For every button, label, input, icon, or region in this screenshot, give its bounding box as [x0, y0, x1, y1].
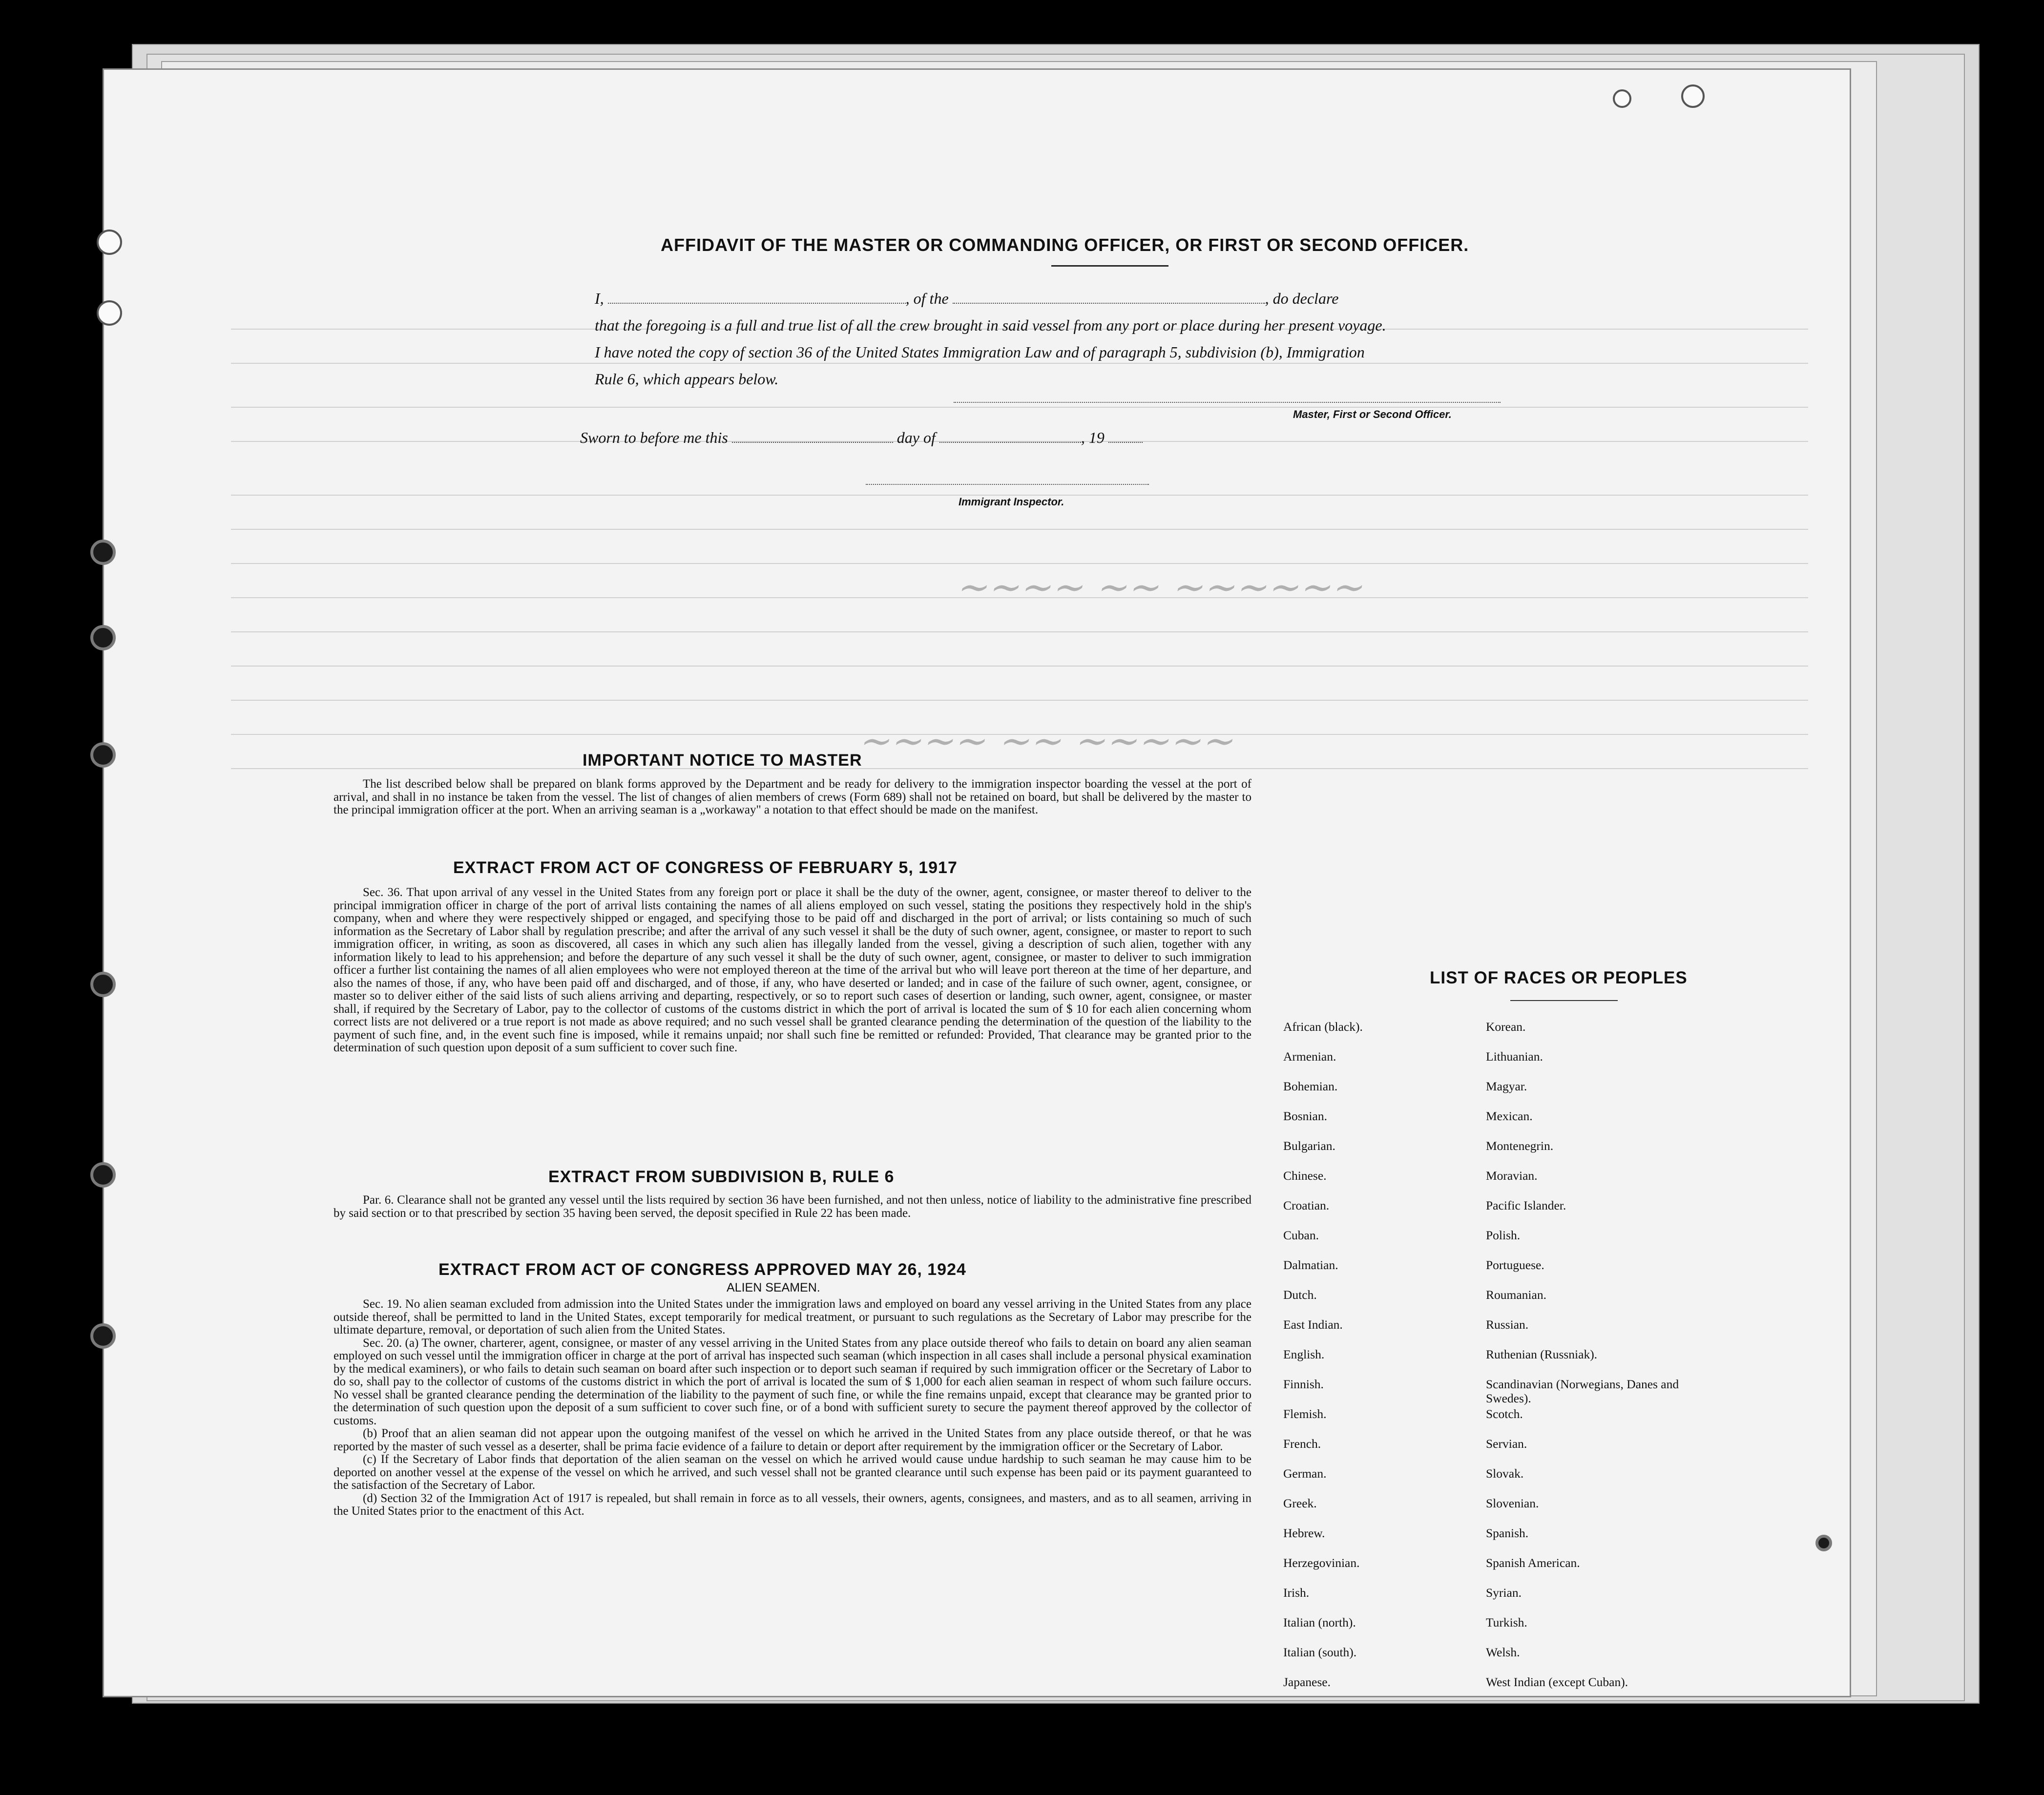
race-item: Lithuanian. — [1486, 1049, 1543, 1064]
binder-hole — [97, 230, 122, 255]
race-item: West Indian (except Cuban). — [1486, 1675, 1628, 1689]
inspector-signature-line — [866, 484, 1149, 485]
race-item: Irish. — [1283, 1586, 1310, 1600]
binder-hole — [90, 1162, 116, 1188]
binder-hole — [90, 540, 116, 565]
race-item: Portuguese. — [1486, 1258, 1544, 1272]
inspector-label: Immigrant Inspector. — [959, 496, 1064, 508]
race-item: Chinese. — [1283, 1169, 1327, 1183]
races-left-column — [1283, 1020, 1479, 1705]
race-item: Roumanian. — [1486, 1288, 1546, 1302]
ghost-rule — [231, 768, 1808, 769]
race-item: Spanish American. — [1486, 1556, 1580, 1570]
act-1917-text — [334, 886, 1251, 1055]
affidavit-text-line: that the foregoing is a full and true list of all the crew brought in said vessel from any port or place during her present voyage. — [595, 316, 1386, 334]
race-item: Finnish. — [1283, 1377, 1324, 1391]
section-20b-paragraph: (b) Proof that an alien seaman did not appear upon the outgoing manifest of the vessel on which he arrived in the United States from any place outside thereof, or that he was reported by the master of such vessel as a deserter, shall be prima facie evidence of a failure to detain or deport after requirement by the immigration officer or the Secretary of Labor. — [334, 1427, 1251, 1453]
name-blank — [608, 290, 906, 304]
race-item: Servian. — [1486, 1437, 1527, 1451]
race-item: Mexican. — [1486, 1109, 1533, 1123]
ghost-rule — [231, 666, 1808, 667]
ghost-rule — [231, 631, 1808, 632]
race-item: Scandinavian (Norwegians, Danes and Swedes). — [1486, 1377, 1679, 1405]
race-item: Korean. — [1486, 1020, 1526, 1034]
act-1917-title: EXTRACT FROM ACT OF CONGRESS OF FEBRUARY 5, 1917 — [453, 858, 958, 877]
races-title: LIST OF RACES OR PEOPLES — [1430, 968, 1688, 987]
notice-paragraph: The list described below shall be prepared on blank forms approved by the Department and be ready for delivery to the immigration inspector boarding the vessel at the port of arrival, and shall in no instance be taken from the vessel. The list of changes of alien members of crews (Form 689) shall not be retained on board, but shall be delivered by the master to the principal immigration officer at the port. When an arriving seaman is a „workaway" a notation to that effect should be made on the manifest. — [334, 777, 1251, 816]
notice-title: IMPORTANT NOTICE TO MASTER — [583, 751, 862, 770]
notice-text — [334, 778, 1251, 817]
race-item: Bohemian. — [1283, 1079, 1338, 1093]
race-item: Moravian. — [1486, 1169, 1538, 1183]
race-item: Dalmatian. — [1283, 1258, 1338, 1272]
race-item: Italian (north). — [1283, 1615, 1356, 1629]
rule-6-title: EXTRACT FROM SUBDIVISION B, RULE 6 — [548, 1168, 895, 1186]
race-item: Italian (south). — [1283, 1645, 1357, 1659]
race-item: Magyar. — [1486, 1079, 1527, 1093]
ghost-rule — [231, 700, 1808, 701]
ghost-rule — [231, 363, 1808, 364]
binder-hole — [90, 742, 116, 768]
declaration-i-text: I, — [595, 290, 604, 307]
race-item: Herzegovinian. — [1283, 1556, 1360, 1570]
sworn-day-text: day of — [897, 429, 936, 446]
race-item: French. — [1283, 1437, 1321, 1451]
race-item: Scotch. — [1486, 1407, 1523, 1421]
binder-hole — [90, 625, 116, 650]
race-item: Greek. — [1283, 1496, 1317, 1510]
race-item: English. — [1283, 1347, 1325, 1361]
race-item: Flemish. — [1283, 1407, 1327, 1421]
race-item: Croatian. — [1283, 1198, 1330, 1212]
race-item: African (black). — [1283, 1020, 1363, 1034]
ghost-rule — [231, 407, 1808, 408]
declaration-of-text: , of the — [905, 290, 949, 307]
section-36-paragraph: Sec. 36. That upon arrival of any vessel in the United States from any foreign port or place it shall be the duty of the owner, agent, consignee, or master thereof to deliver to the principal immigration officer in charge of the port of arrival lists containing the names of all aliens employed on such vessel, stating the positions they respectively hold in the ship's company, when and where they were respectively shipped or engaged, and specifying those to be paid off and discharged in the port of arrival; or lists containing so much of such information as the Secretary of Labor shall by regulation prescribe; and after the arrival of any such vessel it shall be the duty of such owner, agent, consignee, or master to report to such immigration officer, in writing, as soon as discovered, all cases in which any such alien has illegally landed from the vessel, giving a description of such alien, together with any information likely to lead to his apprehension; and before the departure of any such vessel it shall be the duty of such owner, agent, consignee, or master to deliver to such immigration officer a further list containing the names of all alien employees who were not employed thereon at the time of the arrival but who will leave port thereon at the time of her departure, and also the names of those, if any, who have been paid off and discharged, and of those, if any, who have deserted or landed; and in case of the failure of such owner, agent, consignee, or master so to deliver either of the said lists of such aliens arriving and departing, respectively, or so to report such cases of desertion or landing, such owner, agent, consignee, or master shall, if required by the Secretary of Labor, pay to the collector of customs of the customs district in which the port of arrival is located the sum of $ 10 for each alien concerning whom correct lists are not delivered or a true report is not made as above required; and no such vessel shall be granted clearance pending the determination of the question of the liability to the payment of such fine, and, in the event such fine is imposed, while it remains unpaid; nor shall such fine be remitted or refunded: Provided, That clearance may be granted prior to the determination of such question upon deposit of a sum sufficient to cover such fine. — [334, 886, 1251, 1054]
race-item: Cuban. — [1283, 1228, 1319, 1242]
race-item: Ruthenian (Russniak). — [1486, 1347, 1598, 1361]
section-20d-paragraph: (d) Section 32 of the Immigration Act of 1917 is repealed, but shall remain in force as to all vessels, their owners, agents, consignees, and masters, and as to all seamen, arriving in the United States prior to the enactment of this Act. — [334, 1491, 1251, 1518]
punch-hole — [1613, 89, 1631, 108]
ghost-handwriting: ~~~~ ~~ ~~~~~~ — [954, 565, 1371, 609]
act-1924-text — [334, 1298, 1251, 1518]
rule-6-text — [334, 1194, 1251, 1220]
alien-seamen-subtitle: ALIEN SEAMEN. — [727, 1281, 820, 1294]
binder-hole — [90, 1323, 116, 1349]
race-item: Hebrew. — [1283, 1526, 1325, 1540]
races-right-column — [1486, 1020, 1691, 1705]
day-blank — [732, 429, 893, 443]
race-item: Welsh. — [1486, 1645, 1520, 1659]
manifest-page — [103, 68, 1851, 1697]
master-signature-line — [954, 402, 1501, 403]
ghost-rule — [231, 563, 1808, 564]
race-item: Syrian. — [1486, 1586, 1522, 1600]
title-rule — [1051, 265, 1168, 267]
section-20c-paragraph: (c) If the Secretary of Labor finds that deportation of the alien seaman on the vessel on which he arrived would cause undue hardship to such seaman he may cause him to be deported on another vessel at the expense of the vessel on which he arrived, and such vessel shall not be granted clearance until such expense has been paid or its payment guaranteed to the satisfaction of the Secretary of Labor. — [334, 1453, 1251, 1492]
binder-hole — [97, 300, 122, 326]
affidavit-text-line: Rule 6, which appears below. — [595, 370, 779, 388]
year-blank — [1108, 429, 1143, 443]
race-item: Armenian. — [1283, 1049, 1336, 1064]
affidavit-declaration-line — [595, 290, 1338, 308]
ghost-handwriting: ~~~~ ~~ ~~~~~ — [856, 719, 1241, 763]
punch-hole — [1815, 1535, 1832, 1551]
race-item: Pacific Islander. — [1486, 1198, 1566, 1212]
race-item: Japanese. — [1283, 1675, 1331, 1689]
race-item: Dutch. — [1283, 1288, 1317, 1302]
binder-hole — [90, 972, 116, 997]
race-item: Russian. — [1486, 1317, 1529, 1332]
sworn-line — [580, 429, 1143, 447]
race-item: Polish. — [1486, 1228, 1521, 1242]
section-19-paragraph: Sec. 19. No alien seaman excluded from admission into the United States under the immigration laws and employed on board any vessel arriving in the United States from any place outside thereof, shall be permitted to land in the United States, except temporarily for medical treatment, or pursuant to such regulations as the Secretary of Labor may prescribe for the ultimate departure, removal, or deportation of such alien from the United States. — [334, 1297, 1251, 1336]
sworn-year-text: , 19 — [1081, 429, 1105, 446]
vessel-blank — [953, 290, 1265, 304]
race-item: Slovak. — [1486, 1466, 1524, 1481]
ghost-rule — [231, 529, 1808, 530]
affidavit-title: AFFIDAVIT OF THE MASTER OR COMMANDING OFFICER, OR FIRST OR SECOND OFFICER. — [661, 235, 1469, 255]
paragraph-6: Par. 6. Clearance shall not be granted any vessel until the lists required by section 36 have been furnished, and not then unless, notice of liability to the administrative fine prescribed by said section or to that prescribed by section 35 having been served, the deposit specified in Rule 22 has been made. — [334, 1193, 1251, 1220]
race-item: Spanish. — [1486, 1526, 1529, 1540]
declaration-end-text: , do declare — [1265, 290, 1339, 307]
race-item: Bulgarian. — [1283, 1139, 1335, 1153]
month-blank — [939, 429, 1081, 443]
title-rule — [1510, 1000, 1618, 1001]
act-1924-title: EXTRACT FROM ACT OF CONGRESS APPROVED MAY 26, 1924 — [438, 1260, 966, 1279]
affidavit-text-line: I have noted the copy of section 36 of the United States Immigration Law and of paragraph 5, subdivision (b), Immigration — [595, 343, 1365, 361]
race-item: East Indian. — [1283, 1317, 1343, 1332]
race-item: Montenegrin. — [1486, 1139, 1554, 1153]
race-item: German. — [1283, 1466, 1327, 1481]
punch-hole — [1681, 84, 1705, 108]
master-signature-label: Master, First or Second Officer. — [1293, 408, 1452, 420]
section-20a-paragraph: Sec. 20. (a) The owner, charterer, agent, consignee, or master of any vessel arriving in the United States from any place outside thereof who fails to detain on board any alien seaman employed on such vessel until the immigration officer in charge at the port of arrival has inspected such seaman (which inspection in all cases shall include a personal physical examination by the medical examiners), or who fails to detain such seaman on board after such inspection or to deport such seaman if required by such immigration officer or the Secretary of Labor to do so, shall pay to the collector of customs of the customs district in which the port of arrival is located the sum of $ 1,000 for each alien seaman in respect of whom such failure occurs. No vessel shall be granted clearance pending the determination of the liability to the payment of such fine, or while the fine remains unpaid, except that clearance may be granted prior to the determination of such question upon the deposit of a sum sufficient to cover such fine, or of a bond with sufficient surety to secure the payment thereof approved by the collector of customs. — [334, 1336, 1251, 1427]
race-item: Bosnian. — [1283, 1109, 1327, 1123]
race-item: Turkish. — [1486, 1615, 1527, 1629]
sworn-text: Sworn to before me this — [580, 429, 728, 446]
race-item: Slovenian. — [1486, 1496, 1539, 1510]
